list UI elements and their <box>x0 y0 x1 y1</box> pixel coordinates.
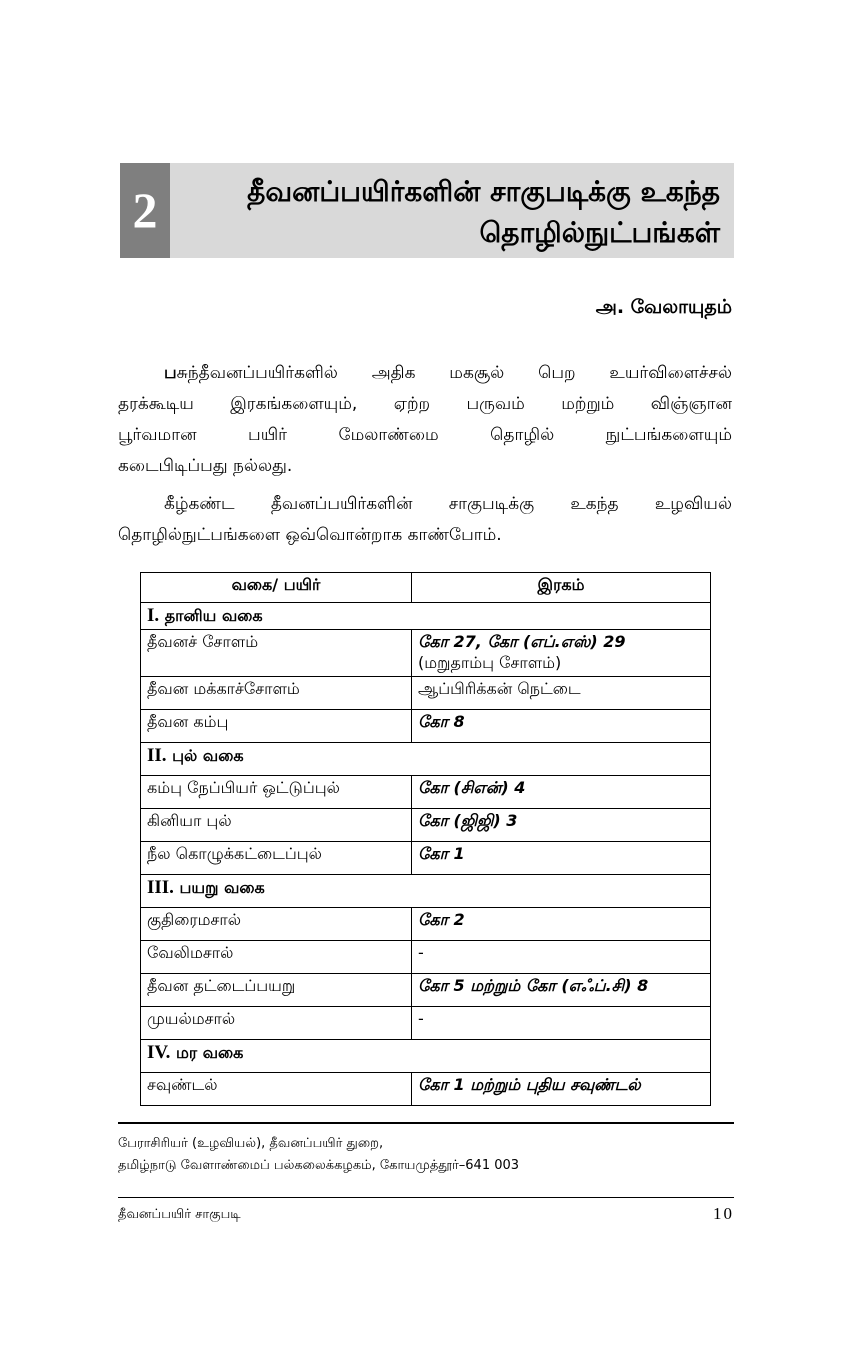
intro-line1-text: சுந்தீவனப்பயிர்களில் அதிக மகசூல் பெற உயர்விளைச்சல் <box>176 363 732 383</box>
crop-cell: நீல கொழுக்கட்டைப்புல் <box>141 842 412 875</box>
drop-letter: ப <box>164 363 177 383</box>
group-label: புல் வகை <box>172 746 244 765</box>
second-para-line1-text: கீழ்கண்ட தீவனப்பயிர்களின் சாகுபடிக்கு உகந்த உழவியல் <box>164 494 732 514</box>
crop-cell: வேலிமசால் <box>141 941 412 974</box>
group-label: தானிய வகை <box>164 606 263 625</box>
table-row <box>141 809 711 842</box>
second-para-line <box>118 489 732 520</box>
intro-line: பூர்வமான பயிர் மேலாண்மை தொழில் நுட்பங்களையும் <box>118 425 732 445</box>
crop-cell: தீவன தட்டைப்பயறு <box>141 974 412 1007</box>
crop-cell: சவுண்டல் <box>141 1073 412 1106</box>
crop-cell: தீவன மக்காச்சோளம் <box>141 677 412 710</box>
variety-cell: கோ 2 <box>412 908 711 941</box>
intro-line: கடைபிடிப்பது நல்லது. <box>118 456 293 476</box>
table-row <box>141 710 711 743</box>
group-row <box>141 875 711 908</box>
intro-line <box>118 358 732 389</box>
crop-cell: குதிரைமசால் <box>141 908 412 941</box>
table-row <box>141 974 711 1007</box>
footnote-divider <box>118 1122 734 1124</box>
group-row <box>141 603 711 630</box>
table-row <box>141 1073 711 1106</box>
footnote-line1: பேராசிரியர் (உழவியல்), தீவனப்பயிர் துறை, <box>118 1136 384 1151</box>
header-crop: வகை/ பயிர் <box>141 573 412 603</box>
variety-cell: கோ (ஜிஜி) 3 <box>412 809 711 842</box>
footnote-line2: தமிழ்நாடு வேளாண்மைப் பல்கலைக்கழகம், கோயமுத்தூர்–641 003 <box>118 1158 520 1173</box>
variety-cell: கோ 5 மற்றும் கோ (எஃப்.சி) 8 <box>412 974 711 1007</box>
variety-cell: கோ 8 <box>412 710 711 743</box>
table-header-row <box>141 573 711 603</box>
group-numeral: IV. <box>147 1042 171 1063</box>
crop-cell: தீவன கம்பு <box>141 710 412 743</box>
chapter-title-line1: தீவனப்பயிர்களின் சாகுபடிக்கு உகந்த <box>247 175 720 208</box>
second-paragraph <box>118 489 732 551</box>
table-row <box>141 908 711 941</box>
group-row <box>141 1040 711 1073</box>
table-row <box>141 630 711 677</box>
crop-cell: கம்பு நேப்பியர் ஒட்டுப்புல் <box>141 776 412 809</box>
variety-cell: கோ 1 மற்றும் புதிய சவுண்டல் <box>412 1073 711 1106</box>
variety-cell: - <box>412 1007 711 1040</box>
chapter-heading <box>120 163 734 258</box>
group-label: மர வகை <box>176 1043 244 1062</box>
running-footer-title: தீவனப்பயிர் சாகுபடி <box>118 1207 241 1222</box>
crop-cell: கினியா புல் <box>141 809 412 842</box>
variety-cell: - <box>412 941 711 974</box>
group-numeral: II. <box>147 745 167 766</box>
table-row <box>141 1007 711 1040</box>
variety-cell: கோ 27, கோ (எப்.எஸ்) 29 (மறுதாம்பு சோளம்) <box>412 630 711 677</box>
table-row <box>141 842 711 875</box>
table-row <box>141 677 711 710</box>
variety-cell: கோ (சிஎன்) 4 <box>412 776 711 809</box>
group-row <box>141 743 711 776</box>
variety-cell: கோ 1 <box>412 842 711 875</box>
chapter-title-line2: தொழில்நுட்பங்கள் <box>479 216 720 249</box>
page-number: 10 <box>713 1204 734 1223</box>
header-variety: இரகம் <box>412 573 711 603</box>
footer-divider <box>118 1197 734 1198</box>
crop-cell: தீவனச் சோளம் <box>141 630 412 677</box>
table-row <box>141 941 711 974</box>
group-numeral: III. <box>147 877 174 898</box>
author-affiliation-footnote <box>118 1133 519 1177</box>
intro-line: தரக்கூடிய இரகங்களையும், ஏற்ற பருவம் மற்றும் விஞ்ஞான <box>118 394 732 414</box>
intro-paragraph <box>118 358 732 482</box>
crop-variety-table <box>140 572 711 1106</box>
chapter-title <box>247 171 720 253</box>
author-name: அ. வேலாயுதம் <box>595 296 732 318</box>
group-label: பயறு வகை <box>179 878 265 897</box>
crop-cell: முயல்மசால் <box>141 1007 412 1040</box>
group-numeral: I. <box>147 605 160 626</box>
chapter-number: 2 <box>120 163 170 258</box>
table-row <box>141 776 711 809</box>
second-para-line: தொழில்நுட்பங்களை ஒவ்வொன்றாக காண்போம். <box>118 525 502 545</box>
variety-cell: ஆப்பிரிக்கன் நெட்டை <box>412 677 711 710</box>
